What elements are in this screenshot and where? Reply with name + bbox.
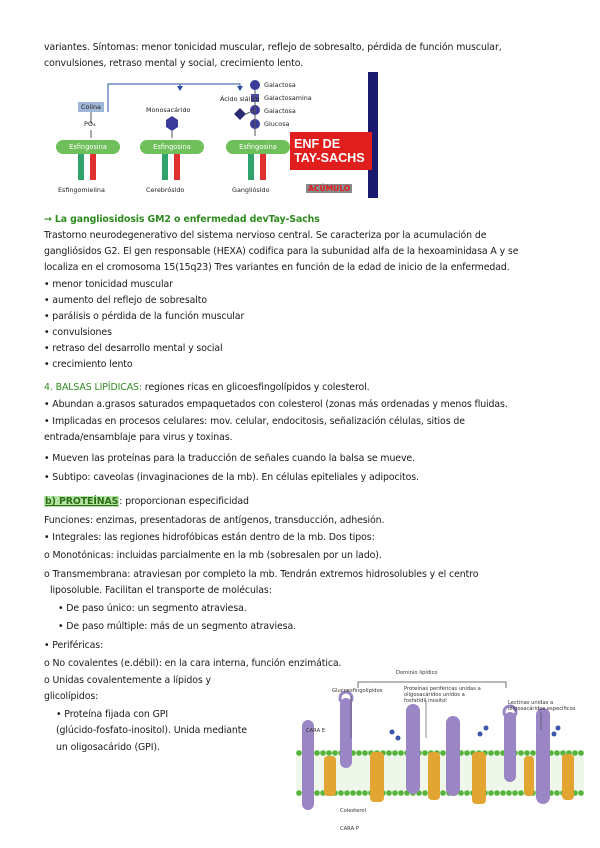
lipid-head xyxy=(512,790,518,796)
lipid-head xyxy=(530,750,536,756)
lipid-head xyxy=(518,750,524,756)
cara-e-label: CARA E xyxy=(306,728,326,734)
lipid-head xyxy=(392,790,398,796)
proteinas-line: • Proteína fijada con GPI xyxy=(56,709,169,720)
lipid-head xyxy=(362,750,368,756)
proteinas-line: glicolípidos: xyxy=(44,691,99,702)
lipid-head xyxy=(386,790,392,796)
sugar-label-3: Galactosa xyxy=(264,107,296,115)
lipid-head xyxy=(554,750,560,756)
proteinas-line: (glúcido-fosfato-inositol). Unida mediante xyxy=(56,725,247,736)
gm2-line: Trastorno neurodegenerativo del sistema nervioso central. Se caracteriza por la acumulación de xyxy=(44,230,487,241)
intro-line-2: convulsiones, retraso mental y social, crecimiento lento. xyxy=(44,58,304,69)
glicoesf-label: Glucoesfingolípidos xyxy=(332,688,383,694)
lipid-head xyxy=(296,750,302,756)
lectinas-label: Lectinas unidas a oligosacáridos específicos xyxy=(508,700,576,712)
gm2-bullet: • retraso del desarrollo mental y social xyxy=(44,343,223,354)
proteinas-line: un oligosacárido (GPI). xyxy=(56,742,160,753)
balsas-heading-rest: regiones ricas en glicoesfingolípidos y colesterol. xyxy=(141,382,370,393)
proteinas-line: liposoluble. Facilitan el transporte de moléculas: xyxy=(50,585,272,596)
lipid-head xyxy=(344,790,350,796)
gm2-heading: → La gangliosidosis GM2 o enfermedad devTay-Sachs xyxy=(44,214,320,225)
po4-label: PO₄ xyxy=(84,120,96,128)
lipid-head xyxy=(338,790,344,796)
lipid-head xyxy=(320,750,326,756)
lipid-head xyxy=(392,750,398,756)
monosacarido-label: Monosacárido xyxy=(146,106,191,114)
lipid-head xyxy=(554,790,560,796)
esfingomielina-label: Esfingomielina xyxy=(58,186,105,194)
gm2-line: localiza en el cromosoma 15(15q23) Tres variantes en función de la edad de inicio de la enfermedad. xyxy=(44,262,510,273)
lipid-head xyxy=(488,750,494,756)
balsas-line: entrada/ensamblaje para virus y toxinas. xyxy=(44,432,233,443)
proteinas-line: o Transmembrana: atraviesan por completo la mb. Tendrán extremos hidrosolubles y el centro xyxy=(44,569,479,580)
balsas-heading-line xyxy=(44,380,564,397)
esfingosina-head-2: Esfingosina xyxy=(140,140,204,154)
lipid-head xyxy=(494,790,500,796)
lipid-head xyxy=(362,790,368,796)
lipid-head xyxy=(464,750,470,756)
proteinas-heading-rest: : proporcionan especificidad xyxy=(119,496,249,507)
gm2-bullet: • convulsiones xyxy=(44,327,112,338)
sugar-label-1: Galactosa xyxy=(264,81,296,89)
tail-red xyxy=(260,154,266,180)
sugar-label-2: Galactosamina xyxy=(264,94,312,102)
lipid-head xyxy=(350,790,356,796)
lipid-head xyxy=(356,790,362,796)
dominio-label: Dominio lipídico xyxy=(396,670,438,676)
lipid-head xyxy=(332,750,338,756)
intro-line-1: variantes. Síntomas: menor tonicidad muscular, reflejo de sobresalto, pérdida de función muscular, xyxy=(44,42,502,53)
tail-red xyxy=(174,154,180,180)
lipid-head xyxy=(518,790,524,796)
esfingosina-head-3: Esfingosina xyxy=(226,140,290,154)
proteinas-line: o Monotónicas: incluidas parcialmente en la mb (sobresalen por un lado). xyxy=(44,550,382,561)
lipid-head xyxy=(398,750,404,756)
lipid-head xyxy=(488,790,494,796)
tail-green xyxy=(248,154,254,180)
lipid-head xyxy=(398,790,404,796)
lipid-head xyxy=(524,750,530,756)
gm2-bullet: • menor tonicidad muscular xyxy=(44,279,173,290)
proteinas-heading: b) PROTEÍNAS xyxy=(45,496,119,507)
proteinas-line: o No covalentes (e.débil): en la cara interna, función enzimática. xyxy=(44,658,342,669)
cara-p-label: CARA P xyxy=(340,826,359,832)
proteinas-line: Funciones: enzimas, presentadoras de antígenos, transducción, adhesión. xyxy=(44,515,385,526)
lipid-head xyxy=(572,750,578,756)
proteinas-line: • Periféricas: xyxy=(44,640,104,651)
sphingolipid-figure xyxy=(50,72,378,198)
lipid-head xyxy=(386,750,392,756)
colina-label: Colina xyxy=(78,102,104,112)
proteinas-line: • De paso único: un segmento atraviesa. xyxy=(58,603,247,614)
tail-red xyxy=(90,154,96,180)
acido-sialico-label: Ácido siálico xyxy=(220,95,260,103)
lipid-head xyxy=(494,750,500,756)
gm2-line: gangliósidos G2. El gen responsable (HEXA) codifica para la subunidad alfa de la hexoaminidasa A y se xyxy=(44,246,519,257)
lipid-head xyxy=(578,750,584,756)
balsas-line: • Implicadas en procesos celulares: mov. celular, endocitosis, señalización células, sitios de xyxy=(44,416,465,427)
balsas-line: • Mueven las proteínas para la traducción de señales cuando la balsa se mueve. xyxy=(44,453,415,464)
lipid-head xyxy=(356,750,362,756)
gm2-bullet: • aumento del reflejo de sobresalto xyxy=(44,295,207,306)
balsas-line: • Abundan a.grasos saturados empaquetados con colesterol (zonas más ordenadas y menos fluidas. xyxy=(44,399,508,410)
esfingosina-head-1: Esfingosina xyxy=(56,140,120,154)
colesterol-label: Colesterol xyxy=(340,808,366,814)
lipid-head xyxy=(506,790,512,796)
gm2-bullet: • parálisis o pérdida de la función muscular xyxy=(44,311,245,322)
sugar-label-4: Glucosa xyxy=(264,120,290,128)
proteinas-line: o Unidas covalentemente a lípidos y xyxy=(44,675,211,686)
lipid-head xyxy=(422,790,428,796)
acumulo-label: ACÚMULO xyxy=(308,184,351,193)
cerebrosido-label: Cerebrósido xyxy=(146,186,185,194)
lipid-head xyxy=(440,750,446,756)
lipid-head xyxy=(326,750,332,756)
tay-label-1: ENF DE xyxy=(294,137,341,151)
gangliosido-label: Gangliósido xyxy=(232,186,270,194)
lipid-head xyxy=(500,790,506,796)
lipid-head xyxy=(296,790,302,796)
proteinas-line: • De paso múltiple: más de un segmento atraviesa. xyxy=(58,621,296,632)
lipid-head xyxy=(422,750,428,756)
gm2-bullet: • crecimiento lento xyxy=(44,359,133,370)
lipid-head xyxy=(314,790,320,796)
tail-green xyxy=(162,154,168,180)
balsas-heading: 4. BALSAS LIPÍDICAS: xyxy=(44,382,142,393)
perifericas-label: Proteínas periféricas unidas a oligosacáridos unidos a fosfatidil inositol xyxy=(404,686,481,704)
balsas-line: • Subtipo: caveolas (invaginaciones de la mb). En células epiteliales y adipocitos. xyxy=(44,472,419,483)
lipid-head xyxy=(464,790,470,796)
proteinas-heading-line xyxy=(44,494,564,511)
lipid-head xyxy=(440,790,446,796)
proteinas-line: • Integrales: las regiones hidrofóbicas están dentro de la mb. Dos tipos: xyxy=(44,532,375,543)
tay-label-2: TAY-SACHS xyxy=(294,151,365,165)
lipid-head xyxy=(578,790,584,796)
tay-sachs-box xyxy=(290,132,372,170)
lipid-head xyxy=(314,750,320,756)
tail-green xyxy=(78,154,84,180)
membrane-figure xyxy=(296,668,584,840)
